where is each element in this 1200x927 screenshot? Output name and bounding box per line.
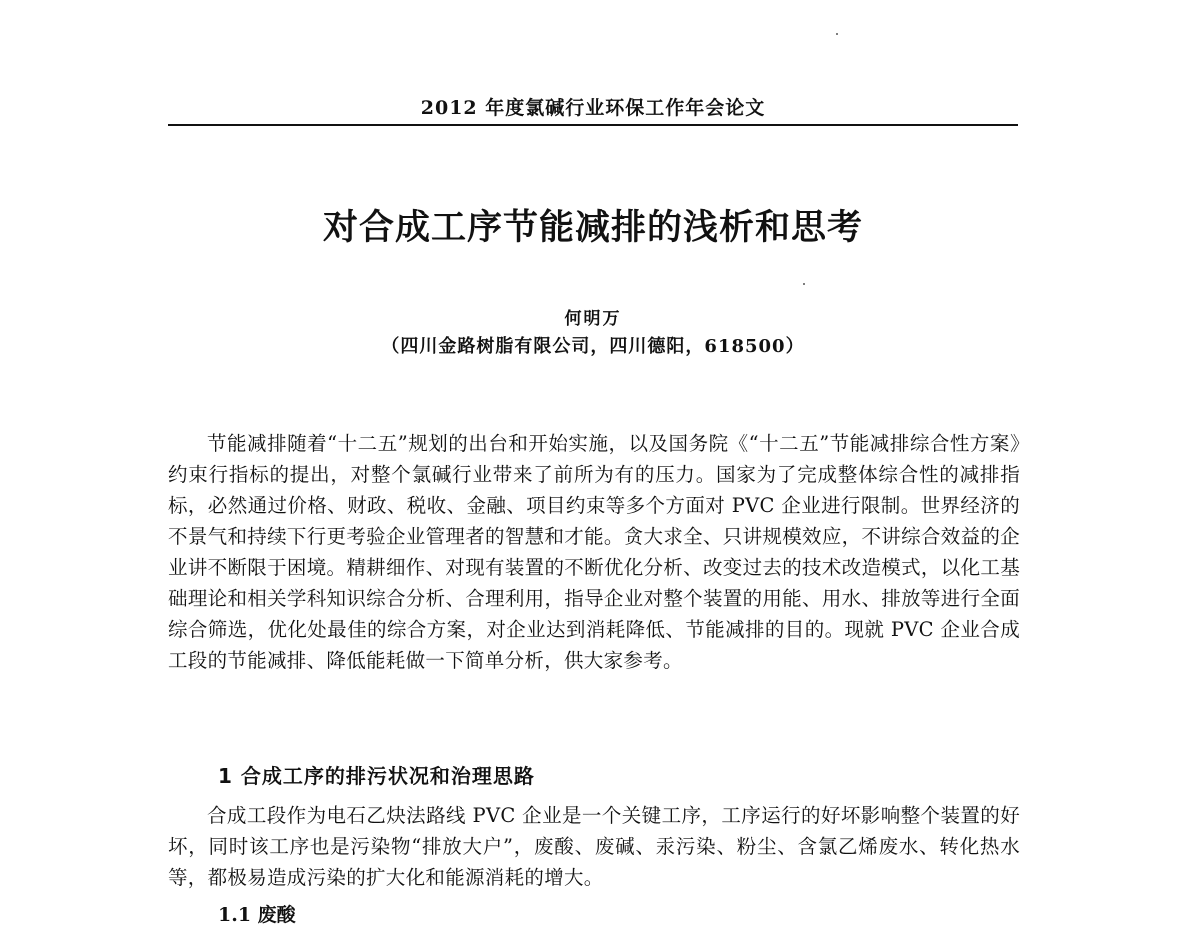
intro-paragraph: 节能减排随着“十二五”规划的出台和开始实施，以及国务院《“十二五”节能减排综合性方案》约束行指标的提出，对整个氯碱行业带来了前所为有的压力。国家为了完成整体综合性的减排指标，必然通过价格、财政、税收、金融、项目约束等多个方面对 PVC 企业进行限制。世界经济的不景气和持续下行更考验企业管理者的智慧和才能。贪大求全、只讲规模效应，不讲综合效益的企业讲不断限于困境。精耕细作、对现有装置的不断优化分析、改变过去的技术改造模式，以化工基础理论和相关学科知识综合分析、合理利用，指导企业对整个装置的用能、用水、排放等进行全面综合筛选，优化处最佳的综合方案，对企业达到消耗降低、节能减排的目的。现就 PVC 企业合成工段的节能减排、降低能耗做一下简单分析，供大家参考。 (168, 432, 1020, 672)
scan-speck (836, 33, 838, 35)
scan-speck (803, 283, 805, 285)
author-name: 何明万 (564, 309, 622, 329)
section-paragraph: 合成工段作为电石乙炔法路线 PVC 企业是一个关键工序，工序运行的好坏影响整个装置的好坏，同时该工序也是污染物“排放大户”，废酸、废碱、汞污染、粉尘、含氯乙烯废水、转化热水等，都极易造成污染的扩大化和能源消耗的增大。 (168, 804, 1020, 889)
section-heading: 1 合成工序的排污状况和治理思路 (218, 764, 535, 788)
paper-title: 对合成工序节能减排的浅析和思考 (322, 208, 863, 248)
subsection-heading: 1.1 废酸 (218, 904, 296, 926)
author-affiliation: （四川金路树脂有限公司，四川德阳，618500） (381, 336, 805, 357)
running-header: 2012 年度氯碱行业环保工作年会论文 (420, 97, 766, 119)
header-rule (168, 124, 1018, 126)
